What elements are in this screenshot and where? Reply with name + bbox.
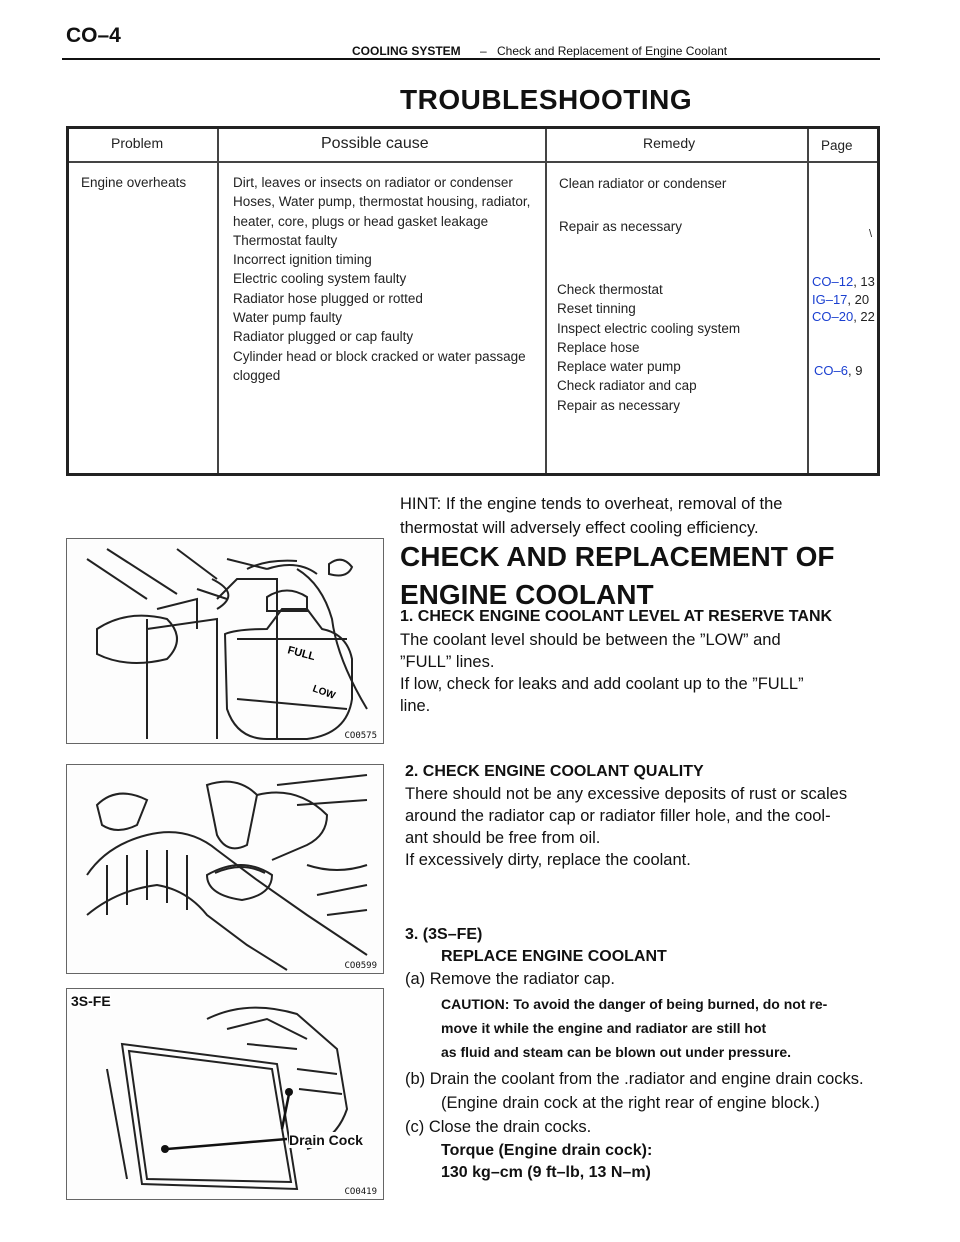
remedy-item: Reset tinning — [557, 301, 636, 317]
body-line: around the radiator cap or radiator filler hole, and the cool- — [405, 807, 831, 825]
torque-line: 130 kg–cm (9 ft–lb, 13 N–m) — [441, 1164, 651, 1181]
caution-block — [441, 992, 945, 1064]
cause-list — [233, 173, 530, 385]
header-rule — [62, 58, 880, 60]
step-body — [400, 629, 832, 717]
table-divider — [217, 129, 219, 473]
torque-line: Torque (Engine drain cock): — [441, 1142, 653, 1159]
step-heading: 3. (3S–FE) — [405, 926, 483, 943]
cause-item: heater, core, plugs or head gasket leakage — [233, 213, 489, 229]
remedy-item: Repair as necessary — [557, 397, 681, 413]
cause-item: clogged — [233, 367, 281, 383]
body-line: line. — [400, 697, 431, 715]
step-3 — [405, 926, 945, 1184]
remedy-item: Replace water pump — [557, 359, 681, 375]
fig-label-low: LOW — [310, 683, 337, 702]
body-line: There should not be any excessive deposits of rust or scales — [405, 785, 848, 803]
hint-text — [400, 492, 782, 540]
body-line: If low, check for leaks and add coolant up to the ”FULL” — [400, 675, 804, 693]
figure-radiator-cap — [66, 764, 384, 974]
figure-tag: 3S-FE — [71, 993, 111, 1009]
table-header-rule — [69, 161, 877, 163]
body-line: The coolant level should be between the ”LOW” and — [400, 631, 781, 649]
page-ref-link[interactable]: CO–12 — [812, 274, 854, 289]
reserve-tank-illustration — [67, 539, 383, 743]
page-ref — [812, 291, 875, 309]
cause-item: Thermostat faulty — [233, 232, 338, 248]
page-ref — [814, 361, 862, 380]
caution-line: as fluid and steam can be blown out under pressure. — [441, 1044, 792, 1060]
step-item-b: (b) Drain the coolant from the .radiator and engine drain cocks. — [405, 1070, 864, 1088]
column-header-cause: Possible cause — [321, 135, 429, 152]
hint-line: thermostat will adversely effect cooling efficiency. — [400, 519, 759, 537]
section-title-line: CHECK AND REPLACEMENT OF — [400, 541, 835, 572]
drain-cock-illustration — [67, 989, 383, 1199]
body-line: If excessively dirty, replace the coolant. — [405, 851, 691, 869]
page-ref-rest: , 9 — [847, 363, 863, 378]
remedy-item: Check radiator and cap — [557, 378, 697, 394]
cause-item: Dirt, leaves or insects on radiator or condenser — [233, 175, 513, 190]
step-2 — [405, 763, 847, 871]
cause-item: Incorrect ignition timing — [233, 252, 372, 268]
drain-cock-marker — [161, 1145, 169, 1153]
problem-cell: Engine overheats — [81, 175, 187, 190]
hint-line: HINT: If the engine tends to overheat, removal of the — [400, 495, 783, 513]
step-heading: REPLACE ENGINE COOLANT — [441, 948, 667, 965]
header-topic: Check and Replacement of Engine Coolant — [497, 44, 728, 58]
radiator-cap-illustration — [67, 765, 383, 973]
figure-code: CO0419 — [344, 1187, 377, 1197]
page-number: CO–4 — [66, 24, 121, 47]
remedy-item: Repair as necessary — [559, 219, 683, 234]
drain-cock-marker — [285, 1088, 293, 1096]
body-line: ”FULL” lines. — [400, 653, 495, 671]
torque-spec — [441, 1140, 945, 1184]
figure-reserve-tank — [66, 538, 384, 744]
step-item-c: (c) Close the drain cocks. — [405, 1118, 592, 1136]
body-line: ant should be free from oil. — [405, 829, 601, 847]
remedy-item: Replace hose — [557, 339, 640, 355]
column-header-page: Page — [821, 138, 853, 153]
step-item-a: (a) Remove the radiator cap. — [405, 970, 616, 988]
column-header-remedy: Remedy — [643, 135, 696, 151]
tick-mark: \ — [869, 228, 873, 240]
table-divider — [545, 129, 547, 473]
table-divider — [807, 129, 809, 473]
page-ref-rest: , 13 — [853, 274, 875, 289]
column-header-problem: Problem — [111, 135, 164, 151]
step-body — [405, 783, 847, 871]
page-ref-link[interactable]: CO–6 — [814, 363, 848, 378]
remedy-item: Check thermostat — [557, 282, 663, 297]
cause-item: Radiator hose plugged or rotted — [233, 290, 423, 306]
page-ref-rest: , 22 — [853, 309, 875, 324]
cause-item: Radiator plugged or cap faulty — [233, 329, 414, 345]
figure-drain-cock — [66, 988, 384, 1200]
section-title — [400, 538, 835, 614]
step-1 — [400, 608, 832, 717]
cause-item: Hoses, Water pump, thermostat housing, radiator, — [233, 194, 531, 210]
troubleshooting-title: TROUBLESHOOTING — [400, 84, 693, 115]
page-ref — [812, 308, 875, 326]
page-ref-link[interactable]: IG–17 — [812, 291, 848, 307]
figure-code: CO0599 — [344, 961, 377, 971]
page-ref-list — [812, 273, 875, 326]
fig-label-full: FULL — [286, 644, 317, 664]
step-heading: 1. CHECK ENGINE COOLANT LEVEL AT RESERVE TANK — [400, 608, 833, 625]
section-title-line: ENGINE COOLANT — [400, 579, 654, 610]
page-ref — [812, 273, 875, 291]
figure-code: CO0575 — [344, 731, 377, 741]
page-ref-rest: , 20 — [847, 291, 870, 307]
caution-line: move it while the engine and radiator are still hot — [441, 1020, 767, 1036]
remedy-item: Clean radiator or condenser — [559, 176, 727, 191]
drain-cock-label: Drain Cock — [289, 1132, 363, 1148]
step-item-b-note: (Engine drain cock at the right rear of engine block.) — [441, 1094, 820, 1112]
caution-line: CAUTION: To avoid the danger of being burned, do not re- — [441, 996, 828, 1012]
cause-item: Electric cooling system faulty — [233, 271, 407, 287]
header-dash: – — [480, 44, 487, 58]
header-section: COOLING SYSTEM — [352, 44, 461, 58]
page-ref-link[interactable]: CO–20 — [812, 309, 854, 324]
remedy-list — [557, 280, 740, 415]
troubleshooting-table — [66, 126, 880, 476]
remedy-item: Inspect electric cooling system — [557, 320, 741, 336]
cause-item: Water pump faulty — [233, 310, 343, 326]
cause-item: Cylinder head or block cracked or water passage — [233, 348, 526, 364]
step-heading: 2. CHECK ENGINE COOLANT QUALITY — [405, 763, 704, 780]
